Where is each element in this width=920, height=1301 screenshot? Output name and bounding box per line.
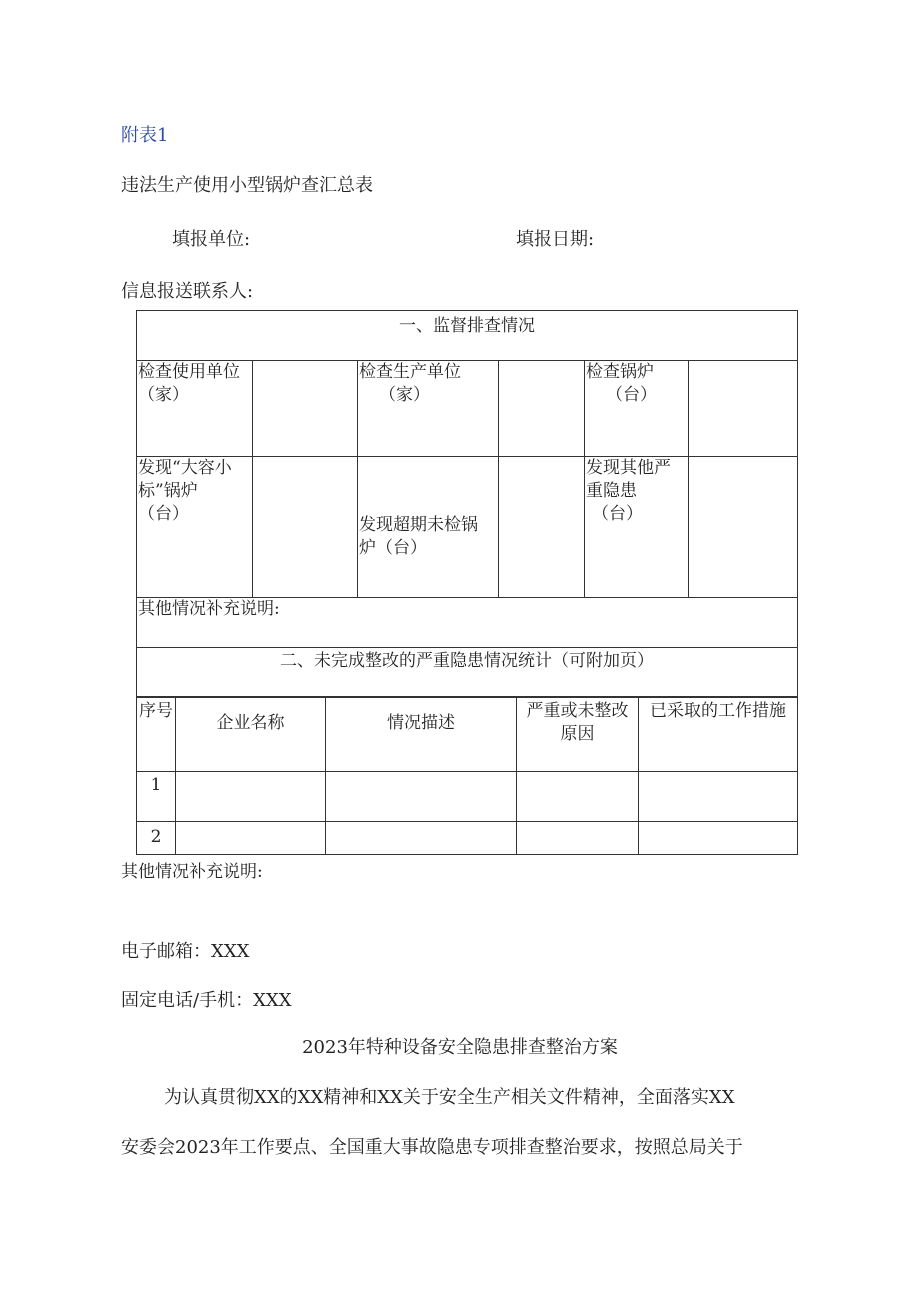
row-description[interactable] — [326, 772, 517, 822]
label-line: 检查锅炉 — [586, 362, 654, 382]
contact-label: 信息报送联系人: — [121, 281, 254, 302]
label-line: （台） — [592, 504, 643, 524]
row-seq: 2 — [137, 822, 176, 855]
fill-unit-label: 填报单位: — [172, 229, 251, 250]
label-line: 发现“大容小 — [138, 458, 232, 478]
check-producer-units-value[interactable] — [499, 361, 585, 457]
section2-title: 二、未完成整改的严重隐患情况统计（可附加页） — [137, 648, 798, 697]
label-line: 检查生产单位 — [359, 362, 461, 382]
other-hazard-label — [585, 457, 689, 598]
overdue-boilers-label — [358, 457, 499, 598]
label-line: 发现其他严 — [586, 458, 671, 478]
check-user-units-label — [137, 361, 253, 457]
section1-other-notes[interactable]: 其他情况补充说明: — [137, 598, 798, 648]
inspection-summary-table — [136, 310, 798, 697]
section1-title: 一、监督排查情况 — [137, 311, 798, 361]
label-line: 炉（台） — [359, 538, 427, 558]
header-company: 企业名称 — [176, 698, 326, 772]
label-line: （台） — [606, 385, 657, 405]
after-table-notes: 其他情况补充说明: — [121, 862, 263, 882]
overdue-boilers-value[interactable] — [499, 457, 585, 598]
label-line: （台） — [138, 504, 189, 524]
paragraph-line: 安委会2023年工作要点、全国重大事故隐患专项排查整治要求，按照总局关于 — [121, 1137, 743, 1158]
row-seq: 1 — [137, 772, 176, 822]
label-line: 检查使用单位 — [138, 362, 240, 382]
check-boilers-label — [585, 361, 689, 457]
row-reason[interactable] — [517, 772, 639, 822]
header-reason — [517, 698, 639, 772]
row-company[interactable] — [176, 822, 326, 855]
big-small-boilers-label — [137, 457, 253, 598]
table-row — [137, 772, 798, 822]
hazard-statistics-table — [136, 697, 798, 855]
check-boilers-value[interactable] — [689, 361, 798, 457]
document-title: 违法生产使用小型锅炉查汇总表 — [121, 175, 373, 196]
label-line: 发现超期未检锅 — [359, 515, 478, 535]
row-measures[interactable] — [639, 822, 798, 855]
label-line: 重隐患 — [586, 481, 637, 501]
header-line: 原因 — [560, 724, 595, 744]
email-label: 电子邮箱：XXX — [121, 941, 250, 962]
paragraph-line: 为认真贯彻XX的XX精神和XX关于安全生产相关文件精神，全面落实XX — [164, 1087, 735, 1108]
label-line: （家） — [379, 385, 430, 405]
header-description: 情况描述 — [326, 698, 517, 772]
header-seq: 序号 — [137, 698, 176, 772]
other-hazard-value[interactable] — [689, 457, 798, 598]
header-line: 严重或未整改 — [526, 701, 629, 721]
table-row — [137, 822, 798, 855]
check-producer-units-label — [358, 361, 499, 457]
check-user-units-value[interactable] — [253, 361, 358, 457]
attachment-label: 附表1 — [121, 125, 169, 146]
phone-label: 固定电话/手机：XXX — [121, 990, 292, 1011]
label-line: （家） — [138, 385, 189, 405]
label-line: 标”锅炉 — [138, 481, 198, 501]
header-measures: 已采取的工作措施 — [639, 698, 798, 772]
row-measures[interactable] — [639, 772, 798, 822]
plan-title: 2023年特种设备安全隐患排查整治方案 — [302, 1037, 618, 1058]
row-reason[interactable] — [517, 822, 639, 855]
row-description[interactable] — [326, 822, 517, 855]
big-small-boilers-value[interactable] — [253, 457, 358, 598]
row-company[interactable] — [176, 772, 326, 822]
fill-date-label: 填报日期: — [516, 229, 595, 250]
